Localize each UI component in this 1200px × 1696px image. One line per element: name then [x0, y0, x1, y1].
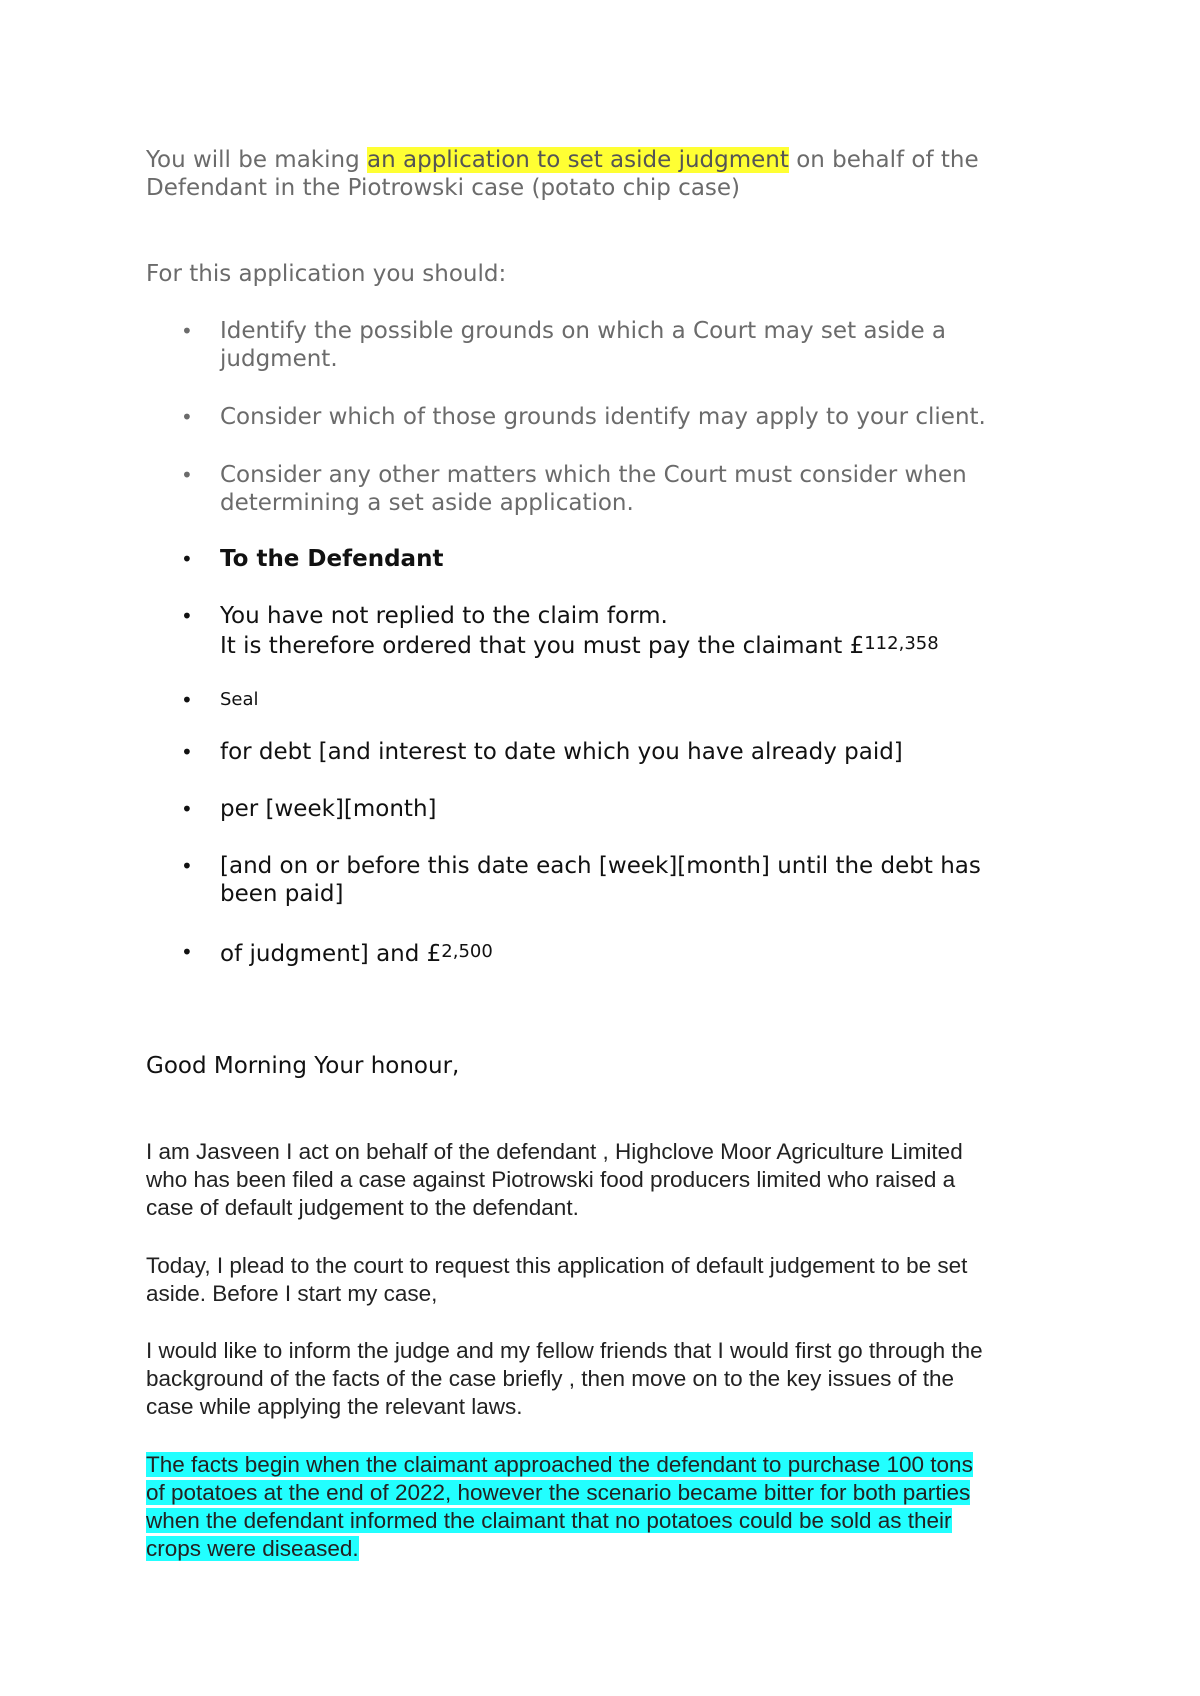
para2-line-1: Today, I plead to the court to request this application of default judgement to be set — [146, 1253, 968, 1278]
para1-line-1: I am Jasveen I act on behalf of the defendant , Highclove Moor Agriculture Limited — [146, 1139, 963, 1164]
bullet-icon: • — [181, 547, 193, 571]
other-matters-line-1: Consider any other matters which the Court must consider when — [220, 462, 967, 488]
intro-paragraph — [146, 146, 1086, 202]
claim-line-2 — [220, 630, 1060, 660]
bullet-icon: • — [181, 604, 193, 628]
para4-line-2-text: of potatoes at the end of 2022, however the scenario became bitter for both parties — [146, 1480, 971, 1505]
and-on-line-1: [and on or before this date each [week][month] until the debt has — [220, 853, 981, 879]
consider-grounds-text: Consider which of those grounds identify may apply to your client. — [220, 404, 986, 430]
intro-line-1 — [146, 146, 1086, 174]
grounds-line-2: judgment. — [220, 346, 338, 372]
paragraph-inform-judge — [146, 1337, 1106, 1421]
bullet-icon: • — [181, 463, 193, 487]
para1-line-2: who has been filed a case against Piotrowski food producers limited who raised a — [146, 1167, 956, 1192]
para3-line-3: case while applying the relevant laws. — [146, 1394, 523, 1419]
for-this-heading: For this application you should: — [146, 261, 507, 287]
claim-line-2-text: It is therefore ordered that you must pay the claimant £ — [220, 633, 865, 659]
para4-line-1 — [146, 1451, 1106, 1479]
paragraph-facts-highlighted — [146, 1451, 1106, 1563]
debt-text: for debt [and interest to date which you have already paid] — [220, 739, 903, 765]
seal-text: Seal — [220, 689, 259, 710]
para4-line-2 — [146, 1479, 1106, 1507]
bullet-icon: • — [181, 319, 193, 343]
of-judgment-line — [220, 938, 1060, 968]
and-on-line-2: been paid] — [220, 881, 344, 907]
bullet-icon: • — [181, 797, 193, 821]
para4-line-3 — [146, 1507, 1106, 1535]
claim-line-1: You have not replied to the claim form. — [220, 603, 668, 629]
para1-line-3: case of default judgement to the defendant. — [146, 1195, 579, 1220]
intro-line-2: Defendant in the Piotrowski case (potato chip case) — [146, 175, 741, 201]
para3-line-1: I would like to inform the judge and my fellow friends that I would first go through the — [146, 1338, 983, 1363]
per-text: per [week][month] — [220, 796, 437, 822]
bullet-icon: • — [181, 688, 193, 712]
other-matters-line-2: determining a set aside application. — [220, 490, 634, 516]
para4-line-1-text: The facts begin when the claimant approached the defendant to purchase 100 tons — [146, 1452, 973, 1477]
para2-line-2: aside. Before I start my case, — [146, 1281, 438, 1306]
para4-line-3-text: when the defendant informed the claimant that no potatoes could be sold as their — [146, 1508, 952, 1533]
bullet-icon: • — [181, 854, 193, 878]
para4-line-4-text: crops were diseased. — [146, 1536, 359, 1561]
intro-after: on behalf of the — [788, 147, 979, 173]
paragraph-today — [146, 1252, 1106, 1308]
bullet-icon: • — [181, 740, 193, 764]
of-judgment-amount: 2,500 — [441, 941, 493, 962]
para4-line-4 — [146, 1535, 1106, 1563]
grounds-line-1: Identify the possible grounds on which a Court may set aside a — [220, 318, 947, 344]
greeting: Good Morning Your honour, — [146, 1053, 460, 1079]
of-judgment-text: of judgment] and £ — [220, 941, 442, 967]
paragraph-intro-jasveen — [146, 1138, 1106, 1222]
to-defendant-text: To the Defendant — [220, 546, 444, 572]
bullet-icon: • — [181, 940, 193, 964]
intro-before: You will be making — [146, 147, 368, 173]
claim-amount: 112,358 — [864, 633, 939, 654]
bullet-icon: • — [181, 405, 193, 429]
intro-highlight: an application to set aside judgment — [367, 147, 789, 173]
para3-line-2: background of the facts of the case briefly , then move on to the key issues of the — [146, 1366, 954, 1391]
